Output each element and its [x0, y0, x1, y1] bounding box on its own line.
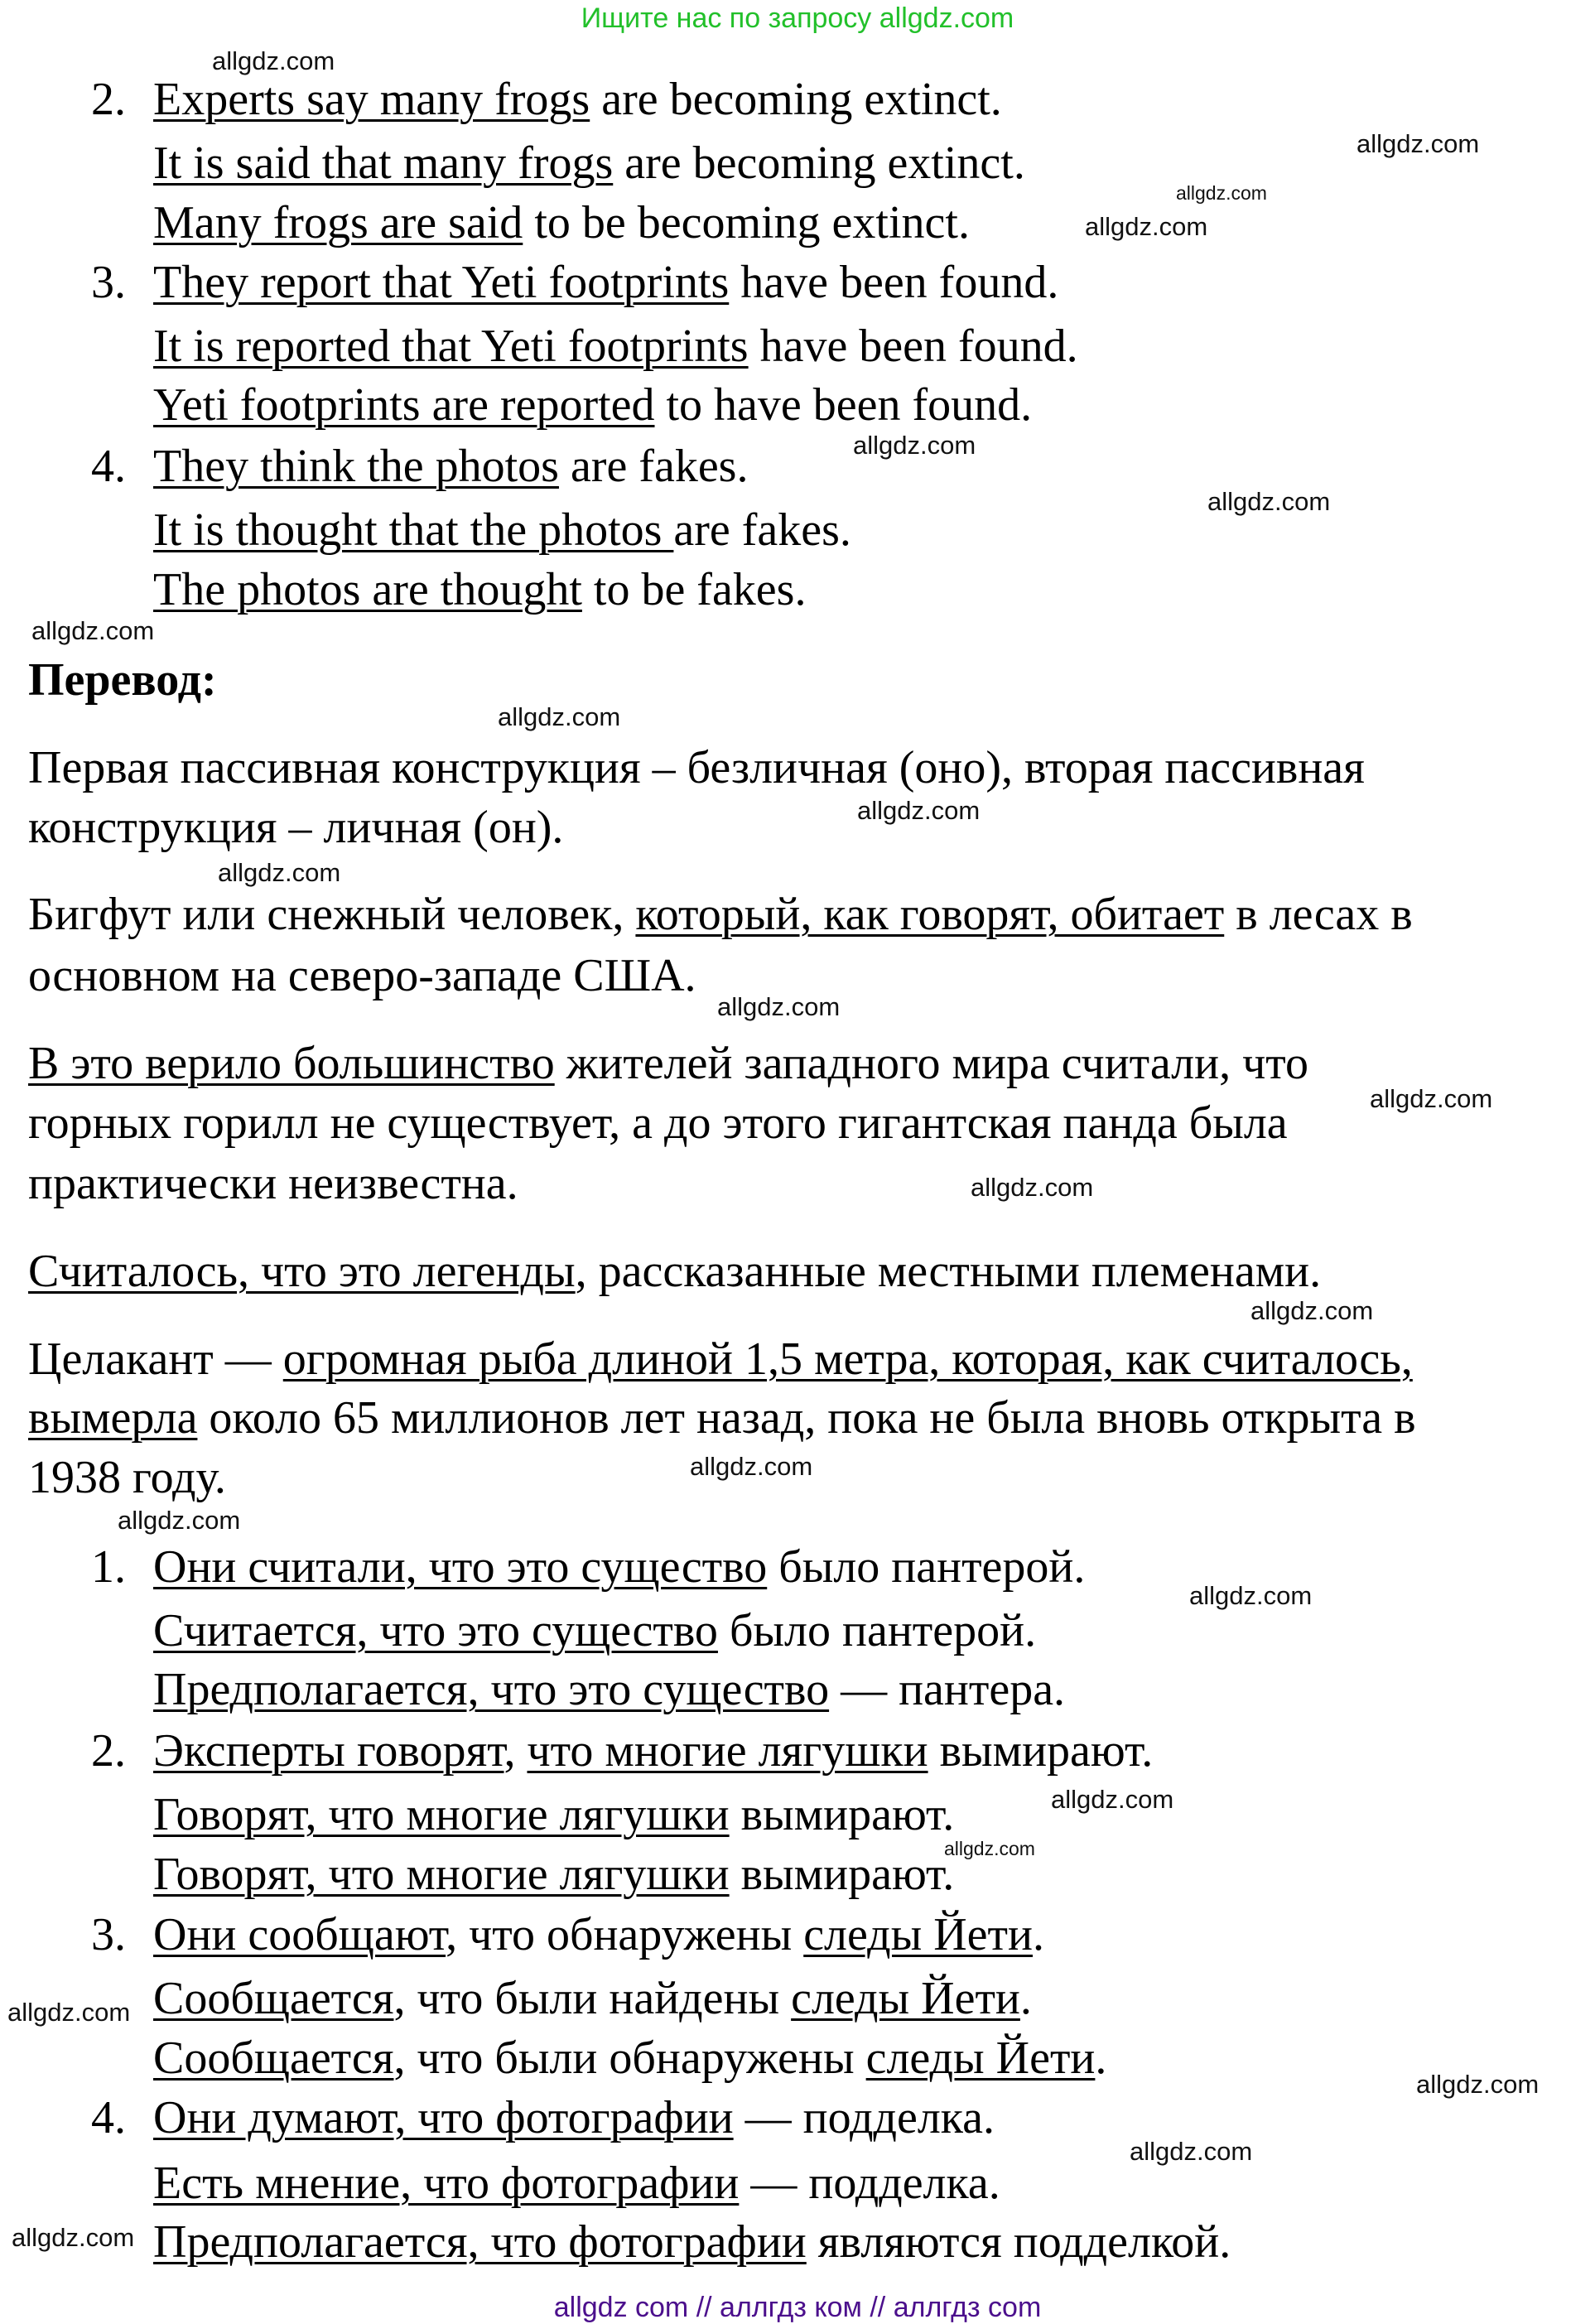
text-line — [153, 1791, 954, 1839]
text-line — [153, 137, 1025, 190]
underlined-phrase: Они сообщают — [153, 1909, 446, 1961]
text-segment: to be becoming extinct. — [523, 196, 970, 248]
underlined-phrase: Сообщается — [153, 2032, 394, 2085]
text-line — [28, 1039, 1308, 1087]
watermark-text: allgdz.com — [1416, 2070, 1540, 2100]
watermark-text: allgdz.com — [1207, 487, 1331, 517]
text-segment: было пантерой. — [717, 1604, 1037, 1656]
underlined-phrase: который, как говорят, обитает — [635, 889, 1225, 941]
watermark-text: allgdz.com — [118, 1506, 241, 1536]
text-segment: , — [504, 1724, 528, 1777]
list-number: 4. — [91, 2091, 126, 2143]
text-line — [28, 741, 1365, 793]
list-number: 4. — [91, 441, 126, 492]
underlined-phrase: They report that Yeti footprints — [153, 256, 730, 308]
watermark-text: allgdz.com — [690, 1452, 813, 1482]
text-segment: вымирают. — [729, 1789, 955, 1841]
underlined-phrase: Эксперты говорят — [153, 1724, 504, 1777]
text-line — [153, 2159, 1000, 2207]
text-line — [153, 258, 1058, 306]
watermark-text: allgdz.com — [12, 2223, 135, 2253]
text-segment: вымирают. — [729, 1848, 955, 1900]
text-segment: have been found. — [729, 256, 1059, 308]
list-number: 1. — [91, 1540, 126, 1593]
text-segment: — подделка. — [739, 2157, 1000, 2209]
text-line — [28, 889, 1413, 941]
underlined-phrase: The photos are thought — [153, 563, 582, 615]
text-line — [153, 379, 1033, 432]
underlined-phrase: следы Йети — [803, 1909, 1033, 1961]
text-line — [153, 1666, 1065, 1714]
text-segment: было пантерой. — [767, 1540, 1086, 1593]
text-line — [153, 1540, 1086, 1593]
underlined-phrase: Сообщается — [153, 1973, 394, 2025]
text-segment: . — [1095, 2032, 1107, 2085]
underlined-phrase: вымерла — [28, 1392, 198, 1444]
text-segment: to be fakes. — [581, 563, 807, 615]
underlined-phrase: It is said that many frogs — [153, 137, 614, 190]
underlined-phrase: Предполагается, что это существо — [153, 1664, 830, 1716]
underlined-phrase: It is reported that Yeti footprints — [153, 320, 749, 372]
underlined-phrase: Они считали, что это существо — [153, 1540, 768, 1593]
text-line — [28, 1454, 226, 1502]
underlined-phrase: огромная рыба длиной 1,5 метра, которая, как считалось, — [282, 1333, 1413, 1385]
list-number: 2. — [91, 74, 126, 126]
underlined-phrase: Они думают, что фотографии — [153, 2091, 734, 2143]
watermark-text: allgdz.com — [971, 1173, 1094, 1203]
watermark-text: allgdz.com — [7, 1997, 131, 2027]
text-line — [153, 196, 970, 248]
watermark-text: allgdz.com — [218, 858, 341, 888]
underlined-phrase: следы Йети — [791, 1973, 1020, 2025]
watermark-text: allgdz.com — [1356, 128, 1480, 158]
list-number: 3. — [91, 256, 126, 308]
text-segment: — пантера. — [829, 1664, 1066, 1716]
text-segment: около 65 миллионов лет назад, пока не была вновь открыта в — [197, 1392, 1416, 1444]
text-segment: are fakes. — [558, 441, 749, 492]
underlined-phrase: что многие лягушки — [527, 1724, 928, 1777]
text-segment: Перевод: — [28, 654, 217, 706]
text-line — [28, 1099, 1288, 1147]
text-line — [28, 1394, 1416, 1442]
section-heading — [28, 656, 217, 704]
footer-watermark: allgdz com // аллгдз ком // аллгдз com — [553, 2292, 1042, 2323]
underlined-phrase: Experts say many frogs — [153, 74, 590, 126]
text-line — [153, 1850, 954, 1898]
text-segment: , что обнаружены — [446, 1909, 804, 1961]
text-segment: . — [1032, 1909, 1044, 1961]
watermark-text: allgdz.com — [498, 702, 621, 732]
text-segment: . — [1019, 1973, 1032, 2025]
watermark-text: allgdz.com — [1250, 1296, 1374, 1326]
text-segment: 1938 году. — [28, 1452, 226, 1504]
text-segment: to have been found. — [654, 379, 1033, 432]
watermark-text: allgdz.com — [31, 616, 155, 646]
text-segment: are becoming extinct. — [590, 74, 1002, 126]
text-line — [153, 2032, 1107, 2085]
underlined-phrase: Говорят, что многие лягушки — [153, 1789, 730, 1841]
watermark-text: allgdz.com — [1176, 182, 1267, 205]
list-number: 2. — [91, 1724, 126, 1777]
underlined-phrase: Yeti footprints are reported — [153, 379, 655, 432]
text-segment: , что были обнаружены — [393, 2032, 866, 2085]
watermark-text: allgdz.com — [1130, 2137, 1253, 2167]
search-hint-header: Ищите нас по запросу allgdz.com — [581, 2, 1014, 34]
text-line — [153, 1724, 1154, 1777]
text-segment: вымирают. — [928, 1724, 1154, 1777]
text-segment: have been found. — [748, 320, 1078, 372]
text-line — [153, 442, 748, 490]
underlined-phrase: В это верило большинство — [28, 1037, 555, 1089]
underlined-phrase: Считается, что это существо — [153, 1604, 718, 1656]
watermark-text: allgdz.com — [1051, 1785, 1174, 1815]
watermark-text: allgdz.com — [1370, 1083, 1493, 1113]
text-segment: являются подделкой. — [806, 2216, 1231, 2269]
watermark-text: allgdz.com — [944, 1838, 1035, 1860]
underlined-phrase: It is thought that the photos — [153, 504, 674, 557]
text-segment: жителей западного мира считали, что — [554, 1037, 1308, 1089]
text-line — [28, 1160, 518, 1208]
text-line — [153, 1911, 1044, 1959]
underlined-phrase: They think the photos — [153, 441, 559, 492]
text-segment: , что были найдены — [393, 1973, 792, 2025]
underlined-phrase: следы Йети — [865, 2032, 1096, 2085]
underlined-phrase: Предполагается, что фотографии — [153, 2216, 807, 2269]
text-line — [153, 74, 1002, 126]
text-line — [28, 803, 563, 851]
text-segment: are becoming extinct. — [613, 137, 1025, 190]
text-segment: Бигфут или снежный человек, — [28, 889, 636, 941]
text-segment: Первая пассивная конструкция – безличная (оно), вторая пассивная — [28, 741, 1365, 793]
underlined-phrase: Говорят, что многие лягушки — [153, 1848, 730, 1900]
text-line — [153, 2091, 995, 2143]
text-line — [28, 1247, 1321, 1295]
watermark-text: allgdz.com — [1189, 1581, 1313, 1611]
text-line — [153, 504, 851, 557]
text-segment: Целакант — — [28, 1333, 283, 1385]
text-segment: практически неизвестна. — [28, 1158, 518, 1210]
watermark-text: allgdz.com — [1085, 212, 1208, 242]
text-segment: горных горилл не существует, а до этого гигантская панда была — [28, 1097, 1288, 1149]
text-line — [153, 322, 1078, 370]
underlined-phrase: Есть мнение, что фотографии — [153, 2157, 740, 2209]
watermark-text: allgdz.com — [857, 795, 981, 825]
text-line — [28, 1335, 1413, 1383]
text-segment: — подделка. — [733, 2091, 995, 2143]
text-segment: , рассказанные местными племенами. — [575, 1245, 1322, 1297]
list-number: 3. — [91, 1909, 126, 1961]
text-segment: основном на северо-западе США. — [28, 950, 696, 1001]
text-line — [153, 2216, 1231, 2269]
watermark-text: allgdz.com — [717, 991, 841, 1021]
watermark-text: allgdz.com — [212, 46, 335, 75]
text-line — [153, 1974, 1032, 2023]
text-line — [28, 952, 696, 1000]
text-line — [153, 1604, 1037, 1656]
underlined-phrase: Считалось, что это легенды — [28, 1245, 576, 1297]
watermark-text: allgdz.com — [853, 430, 976, 460]
text-segment: are fakes. — [673, 504, 851, 557]
underlined-phrase: Many frogs are said — [153, 196, 523, 248]
text-line — [153, 563, 807, 615]
text-segment: в лесах в — [1224, 889, 1413, 941]
text-segment: конструкция – личная (он). — [28, 801, 564, 853]
